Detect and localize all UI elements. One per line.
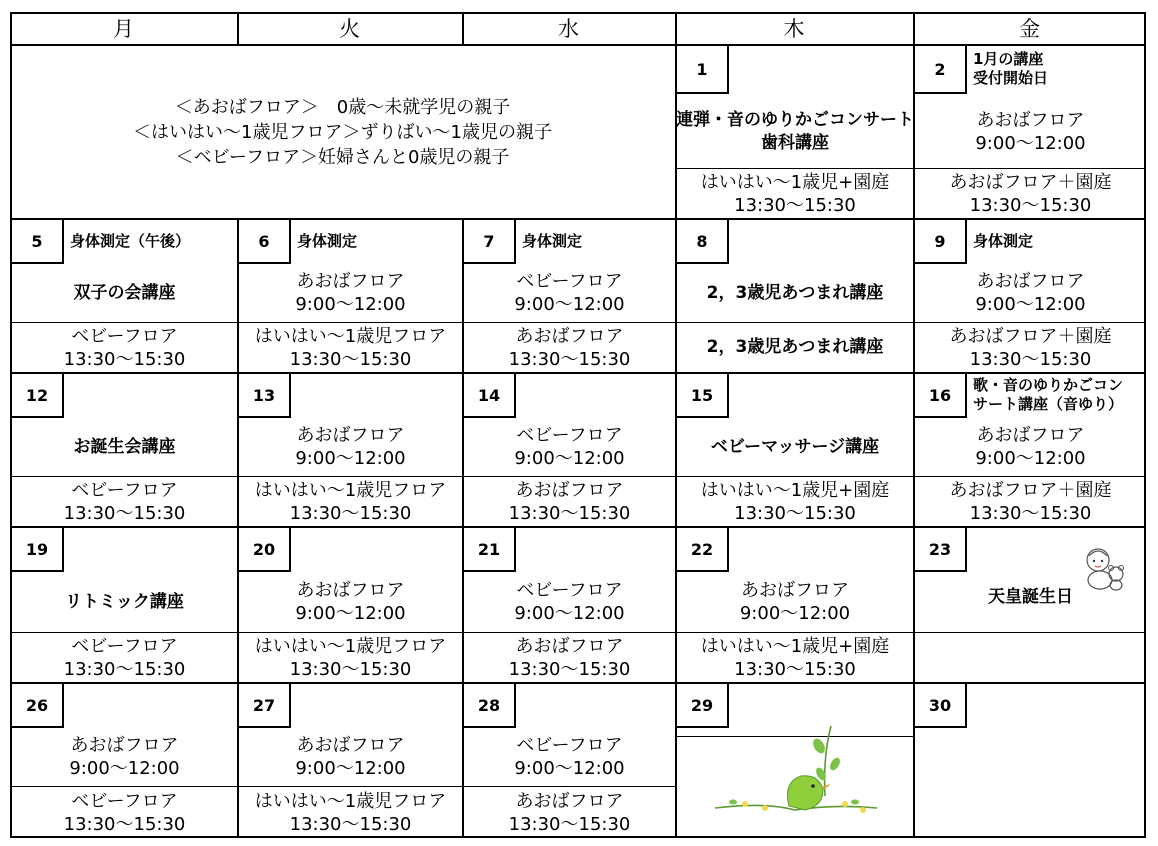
day-text-line: はいはい～1歳児フロア bbox=[254, 479, 447, 501]
day-bottom-text bbox=[12, 323, 237, 372]
day-number: 16 bbox=[915, 374, 967, 418]
day-text-line: 天皇誕生日 bbox=[988, 586, 1073, 607]
baby-with-teddy-icon bbox=[1078, 542, 1132, 592]
day-top-text bbox=[677, 418, 913, 476]
day-number: 8 bbox=[677, 220, 729, 264]
day-text-line: 13:30～15:30 bbox=[63, 502, 186, 524]
day-number: 29 bbox=[677, 684, 729, 728]
day-number: 22 bbox=[677, 528, 729, 572]
day-text-line: 9:00～12:00 bbox=[295, 758, 406, 779]
day-text-line: はいはい～1歳児+園庭 bbox=[700, 171, 890, 193]
day-text-line: ベビーフロア bbox=[516, 580, 623, 601]
day-text-line: はいはい～1歳児フロア bbox=[254, 325, 447, 347]
day-text-line: あおばフロア bbox=[515, 479, 624, 501]
day-text-line: 9:00～12:00 bbox=[975, 133, 1086, 154]
day-top-text bbox=[12, 264, 237, 322]
day-text-line: あおばフロア bbox=[296, 735, 405, 756]
day-bottom-text bbox=[12, 477, 237, 526]
day-text-line: あおばフロア bbox=[741, 580, 849, 601]
day-note-line: 受付開始日 bbox=[973, 69, 1049, 87]
day-bottom-text bbox=[464, 633, 675, 682]
day-text-line: あおばフロア＋園庭 bbox=[949, 479, 1112, 501]
day-text-line: 9:00～12:00 bbox=[514, 758, 625, 779]
day-text-line: あおばフロア bbox=[976, 271, 1085, 292]
day-top-text bbox=[677, 96, 913, 168]
header-thu: 木 bbox=[783, 17, 805, 41]
day-number: 26 bbox=[12, 684, 64, 728]
day-text-line: 13:30～15:30 bbox=[508, 813, 631, 835]
day-text-line: 9:00～12:00 bbox=[739, 603, 851, 624]
day-bottom-text bbox=[677, 169, 913, 218]
day-number: 15 bbox=[677, 374, 729, 418]
day-bottom-text bbox=[677, 633, 913, 682]
day-number: 6 bbox=[239, 220, 291, 264]
day-text-line: はいはい～1歳児フロア bbox=[254, 635, 447, 657]
day-note-line: 歌・音のゆりかごコン bbox=[973, 376, 1124, 394]
day-bottom-text bbox=[915, 323, 1146, 372]
day-number: 21 bbox=[464, 528, 516, 572]
day-number: 1 bbox=[677, 46, 729, 94]
day-bottom-text bbox=[464, 787, 675, 838]
day-note-line: 身体測定 bbox=[297, 232, 358, 250]
day-number: 9 bbox=[915, 220, 967, 264]
day-note-line: 身体測定 bbox=[973, 232, 1034, 250]
day-text-line: 13:30～15:30 bbox=[289, 348, 412, 370]
day-bottom-text bbox=[677, 323, 913, 372]
day-text-line: 13:30～15:30 bbox=[734, 502, 856, 524]
day-number: 20 bbox=[239, 528, 291, 572]
day-text-line: はいはい～1歳児フロア bbox=[254, 790, 447, 812]
day-bottom-text bbox=[915, 169, 1146, 218]
day-top-text bbox=[915, 264, 1146, 322]
day-top-text bbox=[464, 728, 675, 786]
day-note-line: 身体測定（午後） bbox=[70, 232, 191, 250]
day-top-text bbox=[915, 96, 1146, 168]
day-note bbox=[973, 232, 1033, 251]
grid-line bbox=[913, 632, 1146, 633]
day-top-text bbox=[239, 264, 462, 322]
day-bottom-text bbox=[464, 323, 675, 372]
day-text-line: 13:30～15:30 bbox=[508, 658, 631, 680]
day-top-text bbox=[464, 264, 675, 322]
day-bottom-text bbox=[12, 633, 237, 682]
day-text-line: あおばフロア bbox=[296, 271, 405, 292]
day-text-line: お誕生会講座 bbox=[73, 436, 176, 457]
day-text-line: あおばフロア bbox=[296, 425, 405, 446]
day-text-line: 13:30～15:30 bbox=[289, 658, 412, 680]
day-number: 13 bbox=[239, 374, 291, 418]
day-text-line: 9:00～12:00 bbox=[975, 294, 1086, 315]
grid-line bbox=[10, 372, 1146, 374]
day-text-line: 歯科講座 bbox=[761, 133, 829, 153]
day-top-text bbox=[464, 572, 675, 632]
day-top-text bbox=[915, 418, 1146, 476]
day-text-line: 13:30～15:30 bbox=[508, 502, 631, 524]
day-top-text bbox=[239, 728, 462, 786]
day-top-text bbox=[464, 418, 675, 476]
header-fri: 金 bbox=[1019, 17, 1040, 41]
day-text-line: ベビーフロア bbox=[71, 790, 178, 812]
day-top-text bbox=[12, 418, 237, 476]
day-bottom-text bbox=[239, 477, 462, 526]
day-text-line: 13:30～15:30 bbox=[969, 348, 1092, 370]
day-text-line: あおばフロア bbox=[515, 790, 624, 812]
day-note-line: サート講座（音ゆり） bbox=[973, 395, 1124, 413]
day-number: 27 bbox=[239, 684, 291, 728]
day-text-line: 双子の会講座 bbox=[73, 282, 176, 303]
day-text-line: はいはい～1歳児+園庭 bbox=[700, 479, 890, 501]
day-text-line: あおばフロア bbox=[70, 735, 179, 756]
day-text-line: あおばフロア＋園庭 bbox=[949, 171, 1112, 193]
day-text-line: 13:30～15:30 bbox=[289, 502, 412, 524]
day-text-line: 9:00～12:00 bbox=[975, 448, 1086, 469]
grid-line bbox=[10, 682, 1146, 684]
day-text-line: 9:00～12:00 bbox=[69, 758, 180, 779]
day-text-line: あおばフロア bbox=[515, 325, 624, 347]
grid-line bbox=[10, 218, 1146, 220]
day-number: 7 bbox=[464, 220, 516, 264]
day-text-line: 9:00～12:00 bbox=[514, 603, 625, 624]
day-text-line: 13:30～15:30 bbox=[63, 658, 186, 680]
day-top-text bbox=[12, 572, 237, 632]
day-text-line: 13:30～15:30 bbox=[63, 813, 186, 835]
day-text-line: 2，3歳児あつまれ講座 bbox=[706, 337, 884, 357]
day-text-line: 9:00～12:00 bbox=[295, 603, 406, 624]
day-bottom-text bbox=[915, 477, 1146, 526]
floor-legend bbox=[10, 46, 675, 218]
day-note bbox=[973, 376, 1123, 414]
day-text-line: 13:30～15:30 bbox=[289, 813, 412, 835]
day-text-line: ベビーマッサージ講座 bbox=[710, 436, 880, 457]
day-top-text bbox=[677, 264, 913, 322]
day-text-line: リトミック講座 bbox=[65, 591, 184, 612]
day-number: 23 bbox=[915, 528, 967, 572]
day-text-line: 連弾・音のゆりかごコンサート bbox=[676, 110, 914, 130]
day-text-line: 13:30～15:30 bbox=[508, 348, 631, 370]
day-bottom-text bbox=[12, 787, 237, 838]
day-note bbox=[70, 232, 190, 251]
day-number: 2 bbox=[915, 46, 967, 94]
day-text-line: 13:30～15:30 bbox=[734, 658, 856, 680]
day-text-line: あおばフロア bbox=[976, 425, 1085, 446]
day-note bbox=[973, 50, 1048, 88]
header-tue: 火 bbox=[339, 17, 360, 41]
floor-legend-line: ＜ベビーフロア＞妊婦さんと0歳児の親子 bbox=[175, 146, 510, 168]
day-top-text bbox=[12, 728, 237, 786]
day-text-line: 13:30～15:30 bbox=[734, 194, 856, 216]
day-text-line: 9:00～12:00 bbox=[514, 448, 625, 469]
day-text-line: あおばフロア bbox=[296, 580, 405, 601]
day-text-line: 13:30～15:30 bbox=[63, 348, 186, 370]
day-text-line: ベビーフロア bbox=[71, 479, 178, 501]
day-text-line: ベビーフロア bbox=[516, 425, 623, 446]
header-wed: 水 bbox=[558, 17, 579, 41]
day-bottom-text bbox=[239, 787, 462, 838]
day-text-line: 13:30～15:30 bbox=[969, 502, 1092, 524]
grid-line bbox=[10, 526, 1146, 528]
day-text-line: 2，3歳児あつまれ講座 bbox=[706, 282, 884, 303]
monthly-calendar bbox=[10, 12, 1146, 838]
floor-legend-line: ＜あおばフロア＞ 0歳～未就学児の親子 bbox=[174, 96, 511, 118]
day-note-line: 身体測定 bbox=[522, 232, 583, 250]
day-number: 30 bbox=[915, 684, 967, 728]
day-text-line: 9:00～12:00 bbox=[295, 294, 406, 315]
day-text-line: はいはい～1歳児+園庭 bbox=[700, 635, 890, 657]
day-text-line: 13:30～15:30 bbox=[969, 194, 1092, 216]
day-text-line: あおばフロア＋園庭 bbox=[949, 325, 1112, 347]
day-top-text bbox=[239, 572, 462, 632]
day-number: 19 bbox=[12, 528, 64, 572]
day-text-line: ベビーフロア bbox=[71, 635, 178, 657]
day-text-line: あおばフロア bbox=[976, 110, 1085, 131]
day-top-text bbox=[677, 572, 913, 632]
day-number: 5 bbox=[12, 220, 64, 264]
day-text-line: ベビーフロア bbox=[516, 735, 623, 756]
day-bottom-text bbox=[239, 323, 462, 372]
day-note bbox=[297, 232, 357, 251]
day-text-line: ベビーフロア bbox=[71, 325, 178, 347]
day-top-text bbox=[239, 418, 462, 476]
day-text-line: あおばフロア bbox=[515, 635, 624, 657]
day-number: 14 bbox=[464, 374, 516, 418]
day-text-line: 9:00～12:00 bbox=[514, 294, 625, 315]
day-number: 12 bbox=[12, 374, 64, 418]
day-note-line: 1月の講座 bbox=[973, 50, 1044, 68]
day-text-line: ベビーフロア bbox=[516, 271, 623, 292]
header-mon: 月 bbox=[113, 17, 134, 41]
floor-legend-line: ＜はいはい～1歳児フロア＞ずりばい～1歳児の親子 bbox=[133, 121, 552, 143]
day-note bbox=[522, 232, 582, 251]
day-bottom-text bbox=[464, 477, 675, 526]
green-bird-sprout-icon bbox=[705, 716, 885, 826]
day-number: 28 bbox=[464, 684, 516, 728]
day-text-line: 9:00～12:00 bbox=[295, 448, 406, 469]
day-bottom-text bbox=[239, 633, 462, 682]
day-bottom-text bbox=[677, 477, 913, 526]
